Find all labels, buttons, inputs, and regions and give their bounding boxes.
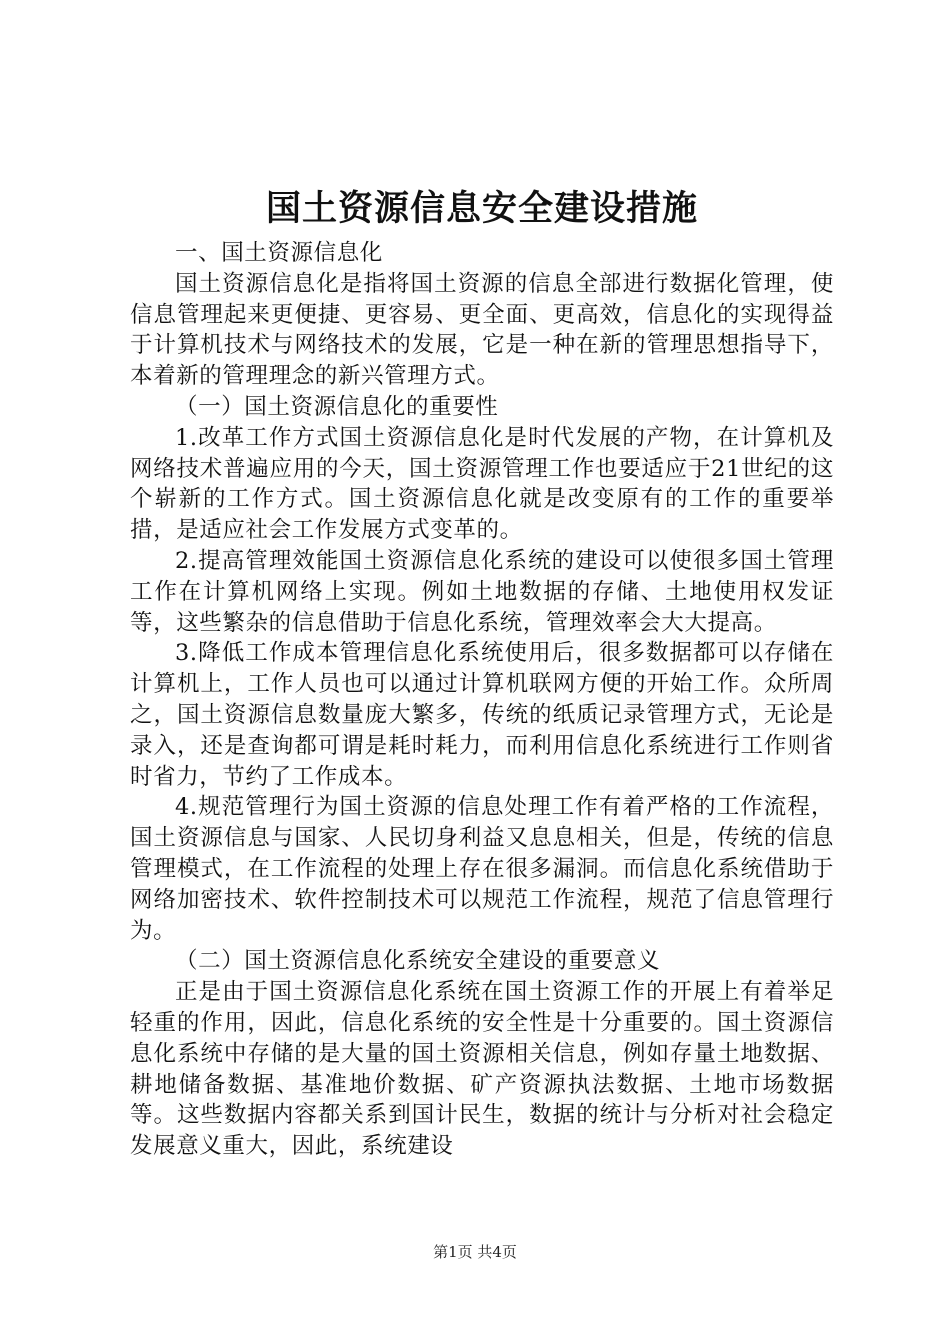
document-page xyxy=(130,180,834,1162)
paragraph: 3.降低工作成本管理信息化系统使用后，很多数据都可以存储在计算机上，工作人员也可以通过计算机联网方便的开始工作。众所周之，国土资源信息数量庞大繁多，传统的纸质记录管理方式，无论是录入，还是查询都可谓是耗时耗力，而利用信息化系统进行工作则省时省力，节约了工作成本。 xyxy=(130,640,834,790)
page-footer: 第1页 共4页 xyxy=(433,1243,517,1261)
paragraph: 2.提高管理效能国土资源信息化系统的建设可以使很多国土管理工作在计算机网络上实现。例如土地数据的存储、土地使用权发证等，这些繁杂的信息借助于信息化系统，管理效率会大大提高。 xyxy=(130,547,834,636)
subsection-heading: （二）国土资源信息化系统安全建设的重要意义 xyxy=(175,948,661,975)
paragraph: 正是由于国土资源信息化系统在国土资源工作的开展上有着举足轻重的作用，因此，信息化系统的安全性是十分重要的。国土资源信息化系统中存储的是大量的国土资源相关信息，例如存量土地数据、耕地储备数据、基准地价数据、矿产资源执法数据、土地市场数据等。这些数据内容都关系到国计民生，数据的统计与分析对社会稳定发展意义重大，因此，系统建设 xyxy=(130,979,834,1160)
paragraph: 1.改革工作方式国土资源信息化是时代发展的产物，在计算机及网络技术普遍应用的今天，国土资源管理工作也要适应于21世纪的这个崭新的工作方式。国土资源信息化就是改变原有的工作的重要举措，是适应社会工作发展方式变革的。 xyxy=(130,424,834,544)
section-heading: 一、国土资源信息化 xyxy=(175,240,383,266)
paragraph: 4.规范管理行为国土资源的信息处理工作有着严格的工作流程，国土资源信息与国家、人民切身利益又息息相关，但是，传统的信息管理模式，在工作流程的处理上存在很多漏洞。而信息化系统借助于网络加密技术、软件控制技术可以规范工作流程，规范了信息管理行为。 xyxy=(130,794,834,944)
paragraph: 国土资源信息化是指将国土资源的信息全部进行数据化管理，使信息管理起来更便捷、更容易、更全面、更高效，信息化的实现得益于计算机技术与网络技术的发展，它是一种在新的管理思想指导下，本着新的管理理念的新兴管理方式。 xyxy=(130,270,834,390)
document-title: 国土资源信息安全建设措施 xyxy=(265,188,698,229)
subsection-heading: （一）国土资源信息化的重要性 xyxy=(175,393,499,420)
